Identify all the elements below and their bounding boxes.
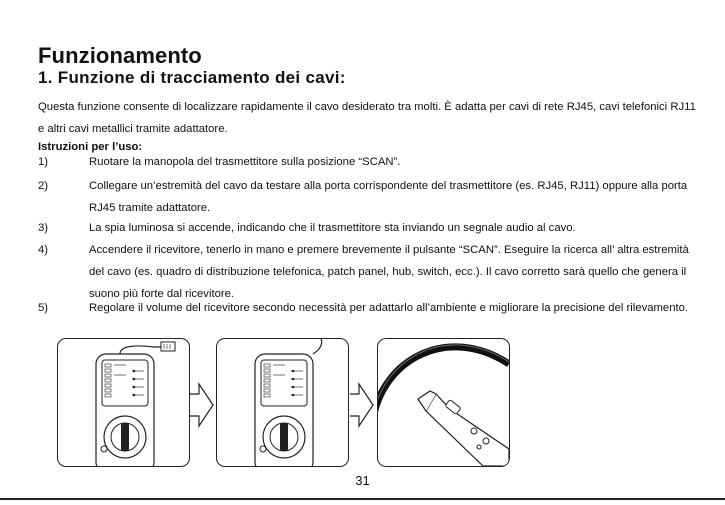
step-text: Accendere il ricevitore, tenerlo in mano e premere brevemente il pulsante “SCAN”. Eseguire la ricerca all’ altra estremità del cavo (es. quadro di distribuzione telefonica, patch panel, hub, switch, ecc.). Il cavo corretto sarà quello che genera il suono più forte dal ricevitore.	[89, 244, 689, 300]
figure-receiver-probe-on-cable	[377, 338, 510, 467]
instructions-label: Istruzioni per l’uso:	[38, 141, 143, 153]
step-text: Collegare un’estremità del cavo da testare alla porta corrispondente del trasmettitore (es. RJ45, RJ11) oppure alla porta RJ45 tramite adattatore.	[89, 180, 688, 214]
step-number: 1)	[38, 156, 49, 168]
step-text: Ruotare la manopola del trasmettitore sulla posizione “SCAN”.	[89, 156, 401, 168]
arrow-right-icon	[349, 382, 375, 428]
transmitter-illustration	[58, 339, 189, 466]
section-title: 1. Funzione di tracciamento dei cavi:	[38, 68, 346, 87]
step-text: Regolare il volume del ricevitore secondo necessità per adattarlo all’ambiente e migliorare la precisione del rilevamento.	[89, 302, 689, 314]
step-number: 3)	[38, 222, 49, 234]
step-number: 4)	[38, 244, 49, 256]
step-number: 2)	[38, 180, 49, 192]
receiver-probe-illustration	[378, 339, 509, 466]
step-number: 5)	[38, 302, 49, 314]
page-title: Funzionamento	[38, 43, 202, 68]
arrow-right-icon	[189, 382, 215, 428]
transmitter-illustration	[217, 339, 348, 466]
intro-paragraph: Questa funzione consente di localizzare rapidamente il cavo desiderato tra molti. È adatta per cavi di rete RJ45, cavi telefonici RJ11 e altri cavi metallici tramite adattatore.	[38, 101, 696, 135]
step-text: La spia luminosa si accende, indicando che il trasmettitore sta inviando un segnale audio al cavo.	[89, 222, 576, 234]
figure-transmitter	[216, 338, 349, 467]
figure-transmitter-with-cable	[57, 338, 190, 467]
page-number: 31	[355, 473, 370, 488]
bottom-divider	[0, 498, 725, 500]
